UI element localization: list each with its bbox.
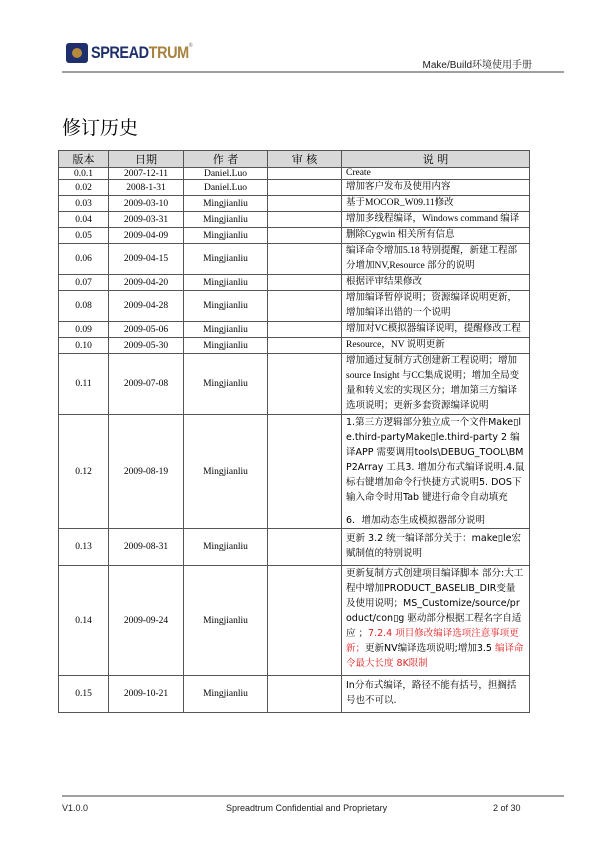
description-text: 1.第三方逻辑部分独立成一个文件Make▯le.third-partyMake▯le.third-party 2 编译APP 需要调用tools\DEBUG_TOOL\BMP2Array 工具3. 增加分布式编译说明.4.鼠标右键增加命令行快捷方式说明5. DOS下输入命令时用Tab 键进行命令自动填充 xyxy=(346,417,525,503)
cell-author: Mingjianliu xyxy=(184,322,268,338)
cell-description: 增加编译暂停说明；资源编译说明更新，增加编译出错的一个说明 xyxy=(342,291,530,322)
table-row xyxy=(59,415,530,529)
cell-reviewer xyxy=(268,529,342,566)
table-row xyxy=(59,322,530,338)
cell-reviewer xyxy=(268,168,342,180)
cell-version: 0.14 xyxy=(59,566,109,676)
cell-reviewer xyxy=(268,275,342,291)
cell-reviewer xyxy=(268,322,342,338)
cell-date: 2009-03-10 xyxy=(109,196,184,212)
cell-description: 增加多线程编译，Windows command 编译 xyxy=(342,212,530,228)
cell-date: 2009-08-19 xyxy=(109,415,184,529)
footer-confidential: Spreadtrum Confidential and Proprietary xyxy=(226,803,388,813)
cell-description: 增加客户发布及使用内容 xyxy=(342,180,530,196)
cell-date: 2009-03-31 xyxy=(109,212,184,228)
cell-date: 2009-04-20 xyxy=(109,275,184,291)
cell-description: 删除Cygwin 相关所有信息 xyxy=(342,228,530,244)
description-highlight: 编译命令最大长度 8K限制 xyxy=(346,643,524,669)
table-row xyxy=(59,180,530,196)
table-row xyxy=(59,354,530,415)
cell-reviewer xyxy=(268,228,342,244)
description-text: 更新复制方式创建项目编译脚本 部分:大工程中增加PRODUCT_BASELIB_DIR变量 及使用说明；MS_Customize/source/product/con▯g 驱动部分根据工程名字自适应 ； xyxy=(346,568,524,639)
cell-description: 根据评审结果修改 xyxy=(342,275,530,291)
column-header-author: 作 者 xyxy=(184,151,268,168)
description-highlight: 7.2.4 项目修改编译选项注意事项更新； xyxy=(346,628,519,654)
cell-version: 0.12 xyxy=(59,415,109,529)
cell-author: Mingjianliu xyxy=(184,676,268,713)
cell-author: Mingjianliu xyxy=(184,196,268,212)
table-header-row xyxy=(59,151,530,168)
spreadtrum-logo xyxy=(66,41,210,65)
cell-author: Daniel.Luo xyxy=(184,168,268,180)
cell-reviewer xyxy=(268,415,342,529)
cell-date: 2009-09-24 xyxy=(109,566,184,676)
logo-registered: ® xyxy=(188,43,193,49)
header-divider xyxy=(62,71,564,73)
cell-date: 2009-05-30 xyxy=(109,338,184,354)
table-row xyxy=(59,212,530,228)
cell-description: In分布式编译，路径不能有括号，担搁括号也不可以. xyxy=(342,676,530,713)
cell-date: 2009-08-31 xyxy=(109,529,184,566)
cell-date: 2009-04-09 xyxy=(109,228,184,244)
column-header-description: 说 明 xyxy=(342,151,530,168)
table-row xyxy=(59,291,530,322)
cell-reviewer xyxy=(268,354,342,415)
table-row xyxy=(59,529,530,566)
cell-reviewer xyxy=(268,566,342,676)
cell-reviewer xyxy=(268,244,342,275)
table-row xyxy=(59,676,530,713)
footer-divider xyxy=(62,795,564,797)
table-row xyxy=(59,275,530,291)
cell-description: Resource，NV 说明更新 xyxy=(342,338,530,354)
cell-version: 0.08 xyxy=(59,291,109,322)
cell-author: Mingjianliu xyxy=(184,212,268,228)
cell-reviewer xyxy=(268,196,342,212)
cell-description xyxy=(342,566,530,676)
cell-author: Mingjianliu xyxy=(184,415,268,529)
logo-text xyxy=(91,43,192,63)
cell-author: Mingjianliu xyxy=(184,291,268,322)
cell-reviewer xyxy=(268,212,342,228)
column-header-version: 版本 xyxy=(59,151,109,168)
cell-version: 0.06 xyxy=(59,244,109,275)
table-row xyxy=(59,338,530,354)
cell-version: 0.0.1 xyxy=(59,168,109,180)
table-row xyxy=(59,228,530,244)
cell-description: Create xyxy=(342,168,530,180)
cell-date: 2007-12-11 xyxy=(109,168,184,180)
table-row xyxy=(59,168,530,180)
cell-version: 0.11 xyxy=(59,354,109,415)
cell-reviewer xyxy=(268,291,342,322)
footer-page-number: 2 of 30 xyxy=(493,803,521,813)
cell-author: Mingjianliu xyxy=(184,529,268,566)
table-row xyxy=(59,566,530,676)
header-doc-title: Make/Build环境使用手册 xyxy=(422,60,532,71)
table-row xyxy=(59,196,530,212)
cell-version: 0.13 xyxy=(59,529,109,566)
logo-mark-icon xyxy=(66,43,88,63)
cell-description: 增加通过复制方式创建新工程说明；增加 source Insight 与CC集成说明；增加全局变量和转义宏的实现区分；增加第三方编译选项说明；更新多套资源编译说明 xyxy=(342,354,530,415)
cell-author: Mingjianliu xyxy=(184,244,268,275)
cell-author: Mingjianliu xyxy=(184,338,268,354)
cell-date: 2008-1-31 xyxy=(109,180,184,196)
logo-text-spread: SPREAD xyxy=(91,43,149,62)
cell-author: Mingjianliu xyxy=(184,566,268,676)
cell-date: 2009-04-28 xyxy=(109,291,184,322)
cell-reviewer xyxy=(268,338,342,354)
cell-description: 编译命令增加5.18 特别提醒，新建工程部分增加NV,Resource 部分的说明 xyxy=(342,244,530,275)
cell-reviewer xyxy=(268,180,342,196)
page-title: 修订历史 xyxy=(62,117,139,139)
cell-date: 2009-10-21 xyxy=(109,676,184,713)
cell-author: Mingjianliu xyxy=(184,354,268,415)
description-text-item-6: 6．增加动态生成模拟器部分说明 xyxy=(346,515,486,526)
cell-description: 增加对VC模拟器编译说明，提醒修改工程 xyxy=(342,322,530,338)
cell-description xyxy=(342,415,530,529)
cell-version: 0.07 xyxy=(59,275,109,291)
cell-version: 0.09 xyxy=(59,322,109,338)
cell-date: 2009-07-08 xyxy=(109,354,184,415)
cell-author: Mingjianliu xyxy=(184,275,268,291)
cell-author: Daniel.Luo xyxy=(184,180,268,196)
cell-version: 0.03 xyxy=(59,196,109,212)
cell-version: 0.02 xyxy=(59,180,109,196)
revision-history-table xyxy=(58,150,530,713)
cell-version: 0.05 xyxy=(59,228,109,244)
cell-version: 0.04 xyxy=(59,212,109,228)
cell-version: 0.15 xyxy=(59,676,109,713)
column-header-reviewer: 审 核 xyxy=(268,151,342,168)
cell-reviewer xyxy=(268,676,342,713)
cell-date: 2009-04-15 xyxy=(109,244,184,275)
cell-author: Mingjianliu xyxy=(184,228,268,244)
cell-date: 2009-05-06 xyxy=(109,322,184,338)
cell-description: 更新 3.2 统一编译部分关于：make▯le宏赋制值的特别说明 xyxy=(342,529,530,566)
cell-version: 0.10 xyxy=(59,338,109,354)
table-row xyxy=(59,244,530,275)
cell-description: 基于MOCOR_W09.11修改 xyxy=(342,196,530,212)
column-header-date: 日期 xyxy=(109,151,184,168)
description-text-mid: 更新NV编译选项说明;增加3.5 xyxy=(365,643,495,654)
logo-text-trum: TRUM xyxy=(148,43,189,62)
footer-version: V1.0.0 xyxy=(62,803,89,813)
